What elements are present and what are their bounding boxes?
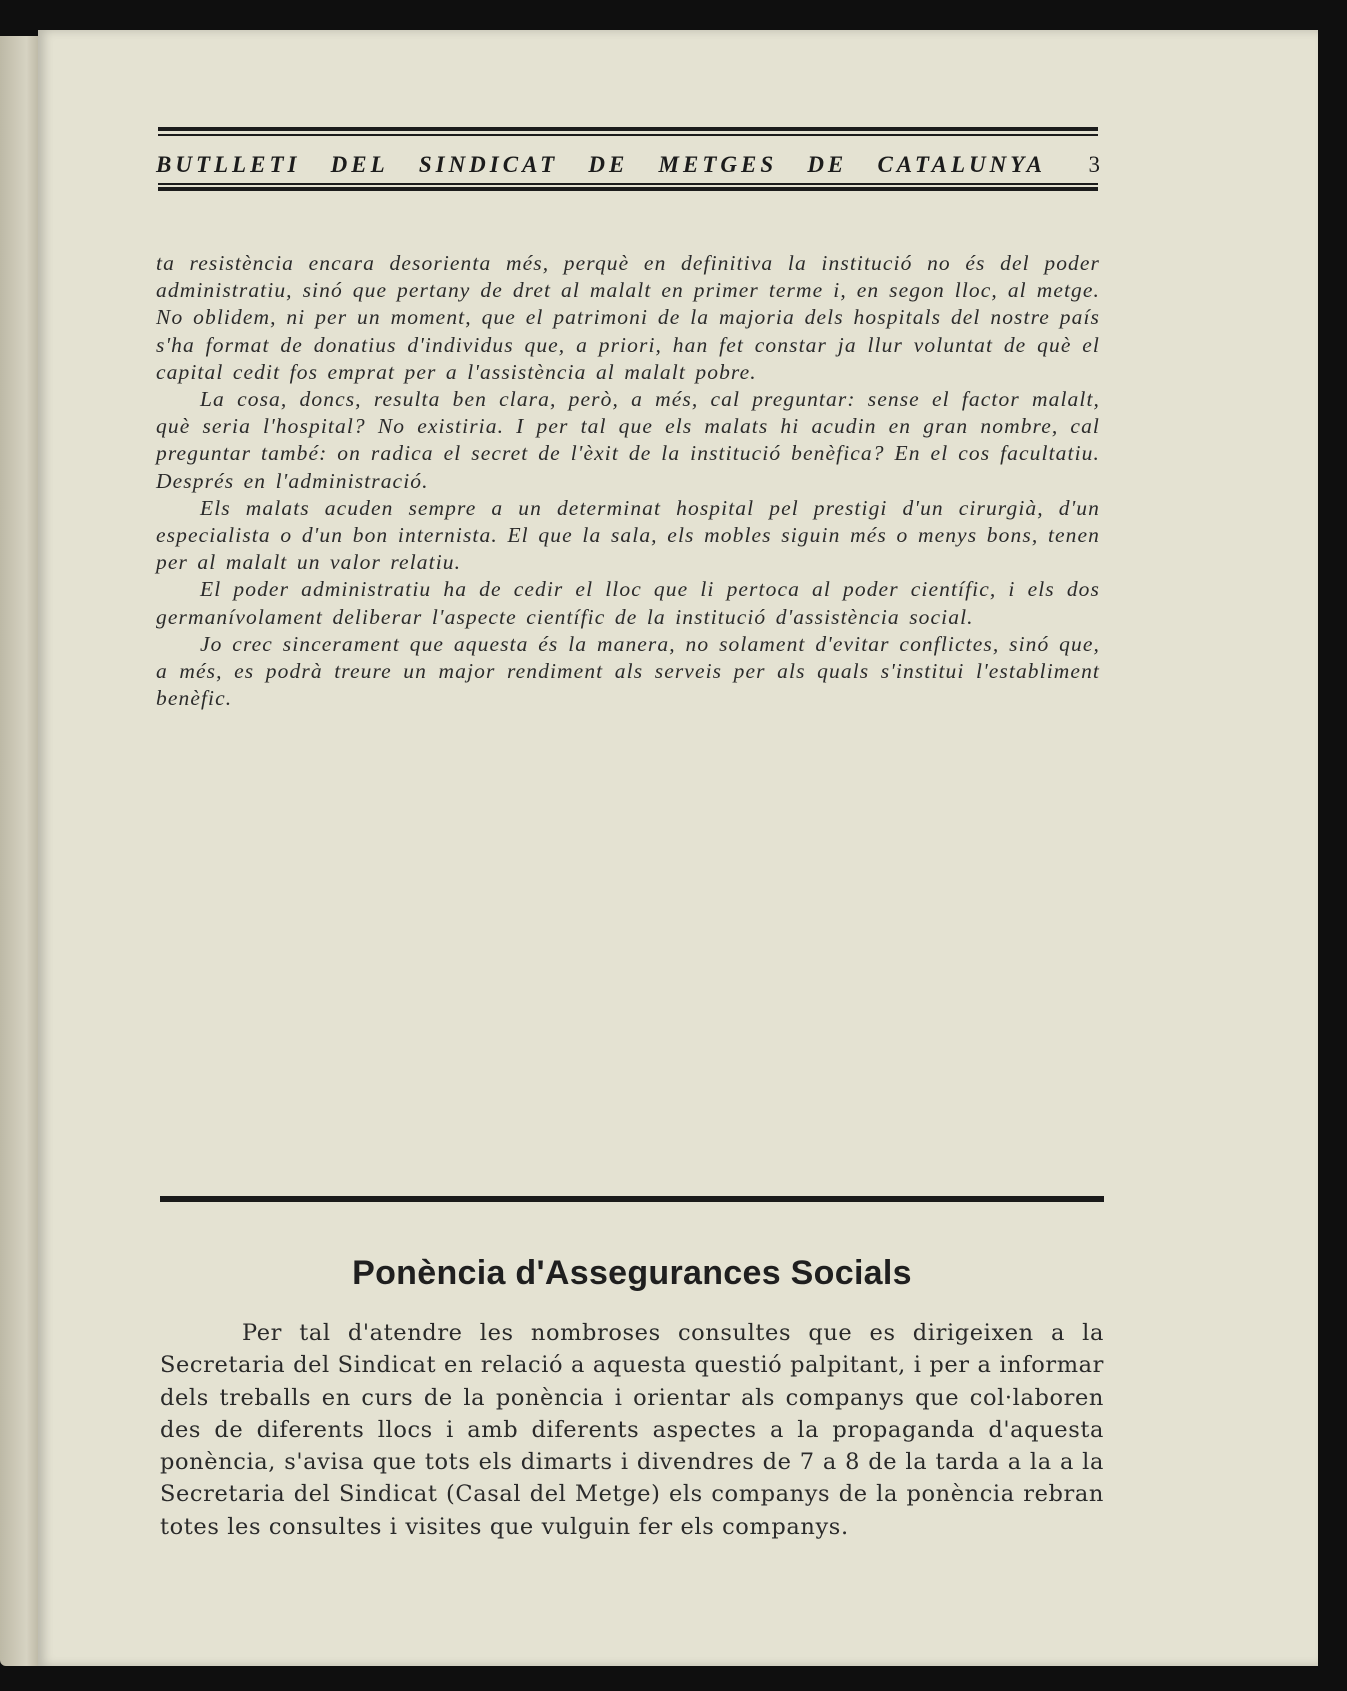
- section-paragraph: Per tal d'atendre les nombroses consultes que es dirigeixen a la Secretaria del Sindicat en relació a aquesta questió palpitant, i per a informar dels treballs en curs de la ponència i orientar als companys que col·laboren des de diferents llocs i amb diferents aspectes a la propaganda d'aquesta ponència, s'avisa que tots els dimarts i divendres de 7 a 8 de la tarda a la a la Secretaria del Sindicat (Casal del Metge) els companys de la ponència rebran totes les consultes i visites que vulguin fer els companys.: [160, 1320, 1104, 1540]
- header-rule-bottom-thick: [158, 187, 1098, 191]
- page-number: 3: [1088, 152, 1100, 177]
- document-page: [38, 30, 1318, 1666]
- article-paragraph: Jo crec sincerament que aquesta és la manera, no solament d'evitar conflictes, sinó que, a més, es podrà treure un major rendiment als serveis per als quals s'institui l'establiment benèfic.: [156, 631, 1100, 711]
- section-divider: [160, 1196, 1104, 1202]
- article-paragraph: El poder administratiu ha de cedir el lloc que li pertoca al poder científic, i els dos germanívolament deliberar l'aspecte científic de la institució d'assistència social.: [156, 577, 1100, 629]
- header-title-words: [156, 152, 1046, 178]
- header-word: DE: [807, 152, 848, 177]
- header-rule-bottom-thin: [158, 183, 1098, 185]
- section-body: [160, 1317, 1104, 1543]
- header-word: BUTLLETI: [156, 152, 301, 177]
- running-header: [156, 152, 1100, 178]
- article-paragraph: Els malats acuden sempre a un determinat hospital pel prestigi d'un cirurgià, d'un especialista o d'un bon internista. El que la sala, els mobles siguin més o menys bons, tenen per al malalt un valor relatiu.: [156, 495, 1100, 575]
- section-title: Ponència d'Assegurances Socials: [352, 1254, 912, 1292]
- header-word: DEL: [330, 152, 389, 177]
- article-paragraph: La cosa, doncs, resulta ben clara, però, a més, cal preguntar: sense el factor malalt, què seria l'hospital? No existiria. I per tal que els malats hi acudin en gran nombre, cal preguntar també: on radica el secret de l'èxit de la institució benèfica? En el cos facultatiu. Després en l'administració.: [156, 387, 1100, 493]
- header-rule-top-thin: [158, 134, 1098, 136]
- article-body: [156, 250, 1100, 712]
- header-word: METGES: [658, 152, 778, 177]
- header-rule-top-thick: [158, 127, 1098, 131]
- article-paragraph: ta resistència encara desorienta més, perquè en definitiva la institució no és del poder administratiu, sinó que pertany de dret al malalt en primer terme i, en segon lloc, al metge. No oblidem, ni per un moment, que el patrimoni de la majoria dels hospitals del nostre país s'ha format de donatius d'individus que, a priori, han fet constar ja llur voluntat de què el capital cedit fos emprat per a l'assistència al malalt pobre.: [156, 251, 1100, 384]
- header-word: CATALUNYA: [877, 152, 1046, 177]
- header-word: DE: [588, 152, 629, 177]
- header-word: SINDICAT: [418, 152, 559, 177]
